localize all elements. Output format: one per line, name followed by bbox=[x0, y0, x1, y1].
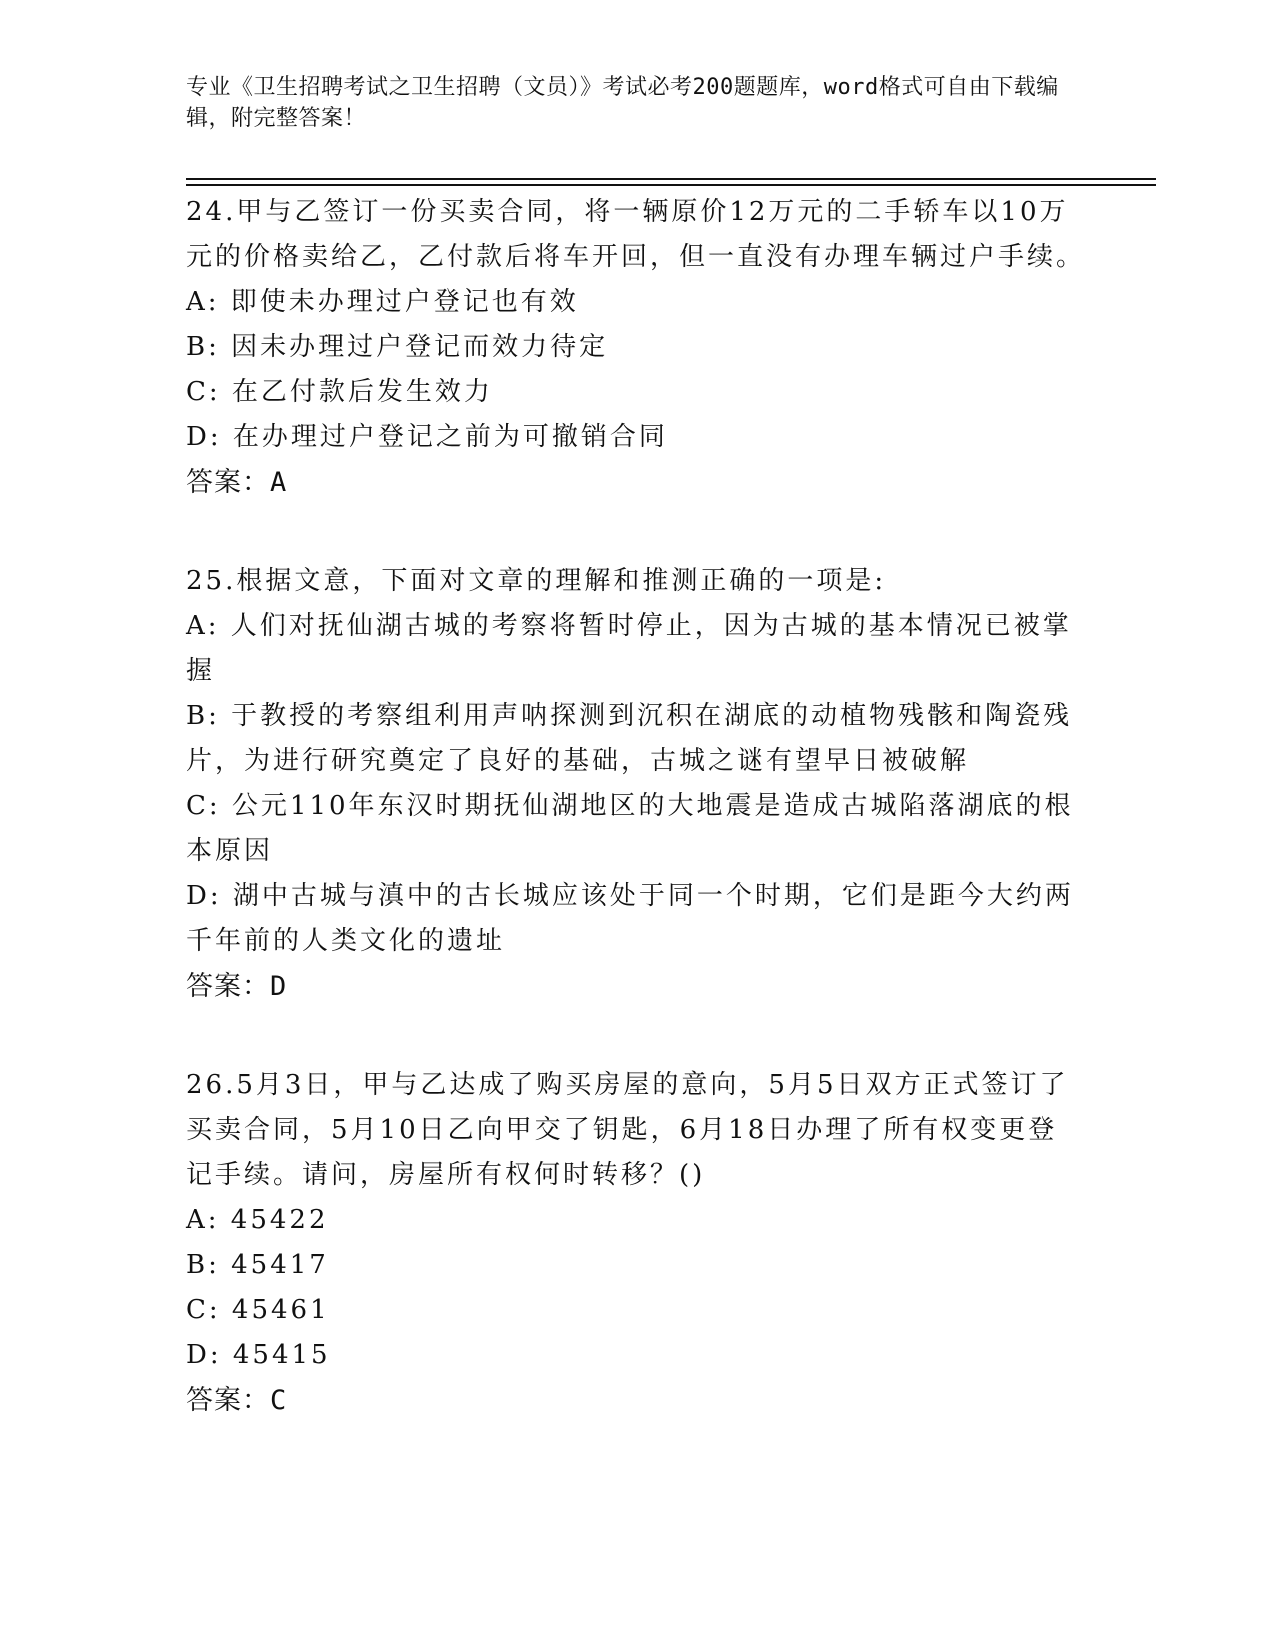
answer-label: 答案：A bbox=[186, 467, 288, 498]
option-c: C: 公元110年东汉时期抚仙湖地区的大地震是造成古城陷落湖底的根本原因 bbox=[186, 791, 1074, 866]
option-d: D: 湖中古城与滇中的古长城应该处于同一个时期，它们是距今大约两千年前的人类文化的遗址 bbox=[186, 881, 1074, 956]
question-text: 26.5月3日，甲与乙达成了购买房屋的意向，5月5日双方正式签订了买卖合同，5月10日乙向甲交了钥匙，6月18日办理了所有权变更登记手续。请问，房屋所有权何时转移？() bbox=[186, 1070, 1069, 1190]
header-divider-bottom bbox=[186, 184, 1156, 186]
option-d: D: 45415 bbox=[186, 1340, 331, 1370]
question-text: 25.根据文意，下面对文章的理解和推测正确的一项是: bbox=[186, 566, 887, 596]
answer-label: 答案：D bbox=[186, 971, 288, 1002]
option-b: B: 45417 bbox=[186, 1250, 329, 1280]
option-b: B: 于教授的考察组利用声呐探测到沉积在湖底的动植物残骸和陶瓷残片，为进行研究奠定了良好的基础，古城之谜有望早日被破解 bbox=[186, 701, 1073, 776]
option-a: A: 即使未办理过户登记也有效 bbox=[186, 287, 579, 317]
question-24 bbox=[186, 190, 1086, 505]
option-a: A: 45422 bbox=[186, 1205, 329, 1235]
question-text: 24.甲与乙签订一份买卖合同，将一辆原价12万元的二手轿车以10万元的价格卖给乙，乙付款后将车开回，但一直没有办理车辆过户手续。 bbox=[186, 197, 1086, 272]
option-c: C: 在乙付款后发生效力 bbox=[186, 377, 493, 407]
question-list bbox=[186, 190, 1086, 1423]
option-b: B: 因未办理过户登记而效力待定 bbox=[186, 332, 609, 362]
option-d: D: 在办理过户登记之前为可撤销合同 bbox=[186, 422, 668, 452]
question-26 bbox=[186, 1063, 1086, 1423]
header-divider-top bbox=[186, 178, 1156, 180]
option-c: C: 45461 bbox=[186, 1295, 330, 1325]
question-25 bbox=[186, 559, 1086, 1009]
option-a: A: 人们对抚仙湖古城的考察将暂时停止，因为古城的基本情况已被掌握 bbox=[186, 611, 1072, 686]
header-text: 专业《卫生招聘考试之卫生招聘（文员）》考试必考200题题库，word格式可自由下载编辑，附完整答案！ bbox=[186, 75, 1059, 131]
document-header bbox=[186, 72, 1066, 134]
answer-label: 答案：C bbox=[186, 1385, 288, 1416]
